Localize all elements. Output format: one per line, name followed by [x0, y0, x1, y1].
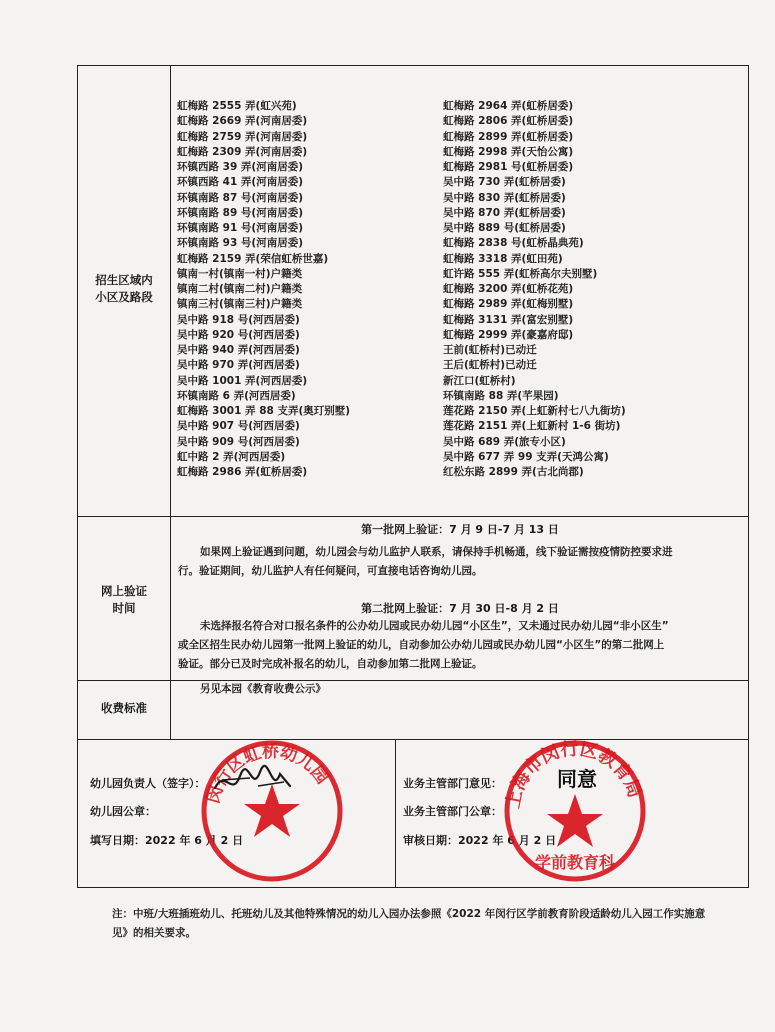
paragraph-line: 验证。部分已及时完成补报名的幼儿，自动参加第二批网上验证。	[178, 658, 483, 670]
address-item: 环镇南路 87 号(河南居委)	[177, 191, 304, 204]
address-item: 虹梅路 3318 弄(虹田苑)	[443, 252, 563, 265]
fees-text: 另见本园《教育收费公示》	[200, 683, 326, 695]
education-bureau-seal-stamp	[495, 736, 655, 886]
address-item: 吴中路 918 号(河西居委)	[177, 313, 300, 326]
address-item: 虹梅路 2998 弄(天怡公寓)	[443, 145, 574, 158]
address-item: 吴中路 730 弄(虹桥居委)	[443, 176, 566, 189]
address-item: 吴中路 830 弄(虹桥居委)	[443, 191, 566, 204]
address-item: 虹梅路 2309 弄(河南居委)	[177, 145, 308, 158]
fill-date-label: 填写日期：	[90, 834, 145, 847]
address-item: 吴中路 689 弄(旅专小区)	[443, 435, 566, 448]
address-item: 虹梅路 2555 弄(虹兴苑)	[177, 100, 297, 112]
paragraph-line: 行。验证期间，幼儿监护人有任何疑问，可直接电话咨询幼儿园。	[178, 565, 483, 577]
address-item: 环镇南路 93 号(河南居委)	[177, 237, 304, 250]
address-item: 虹中路 2 弄(河西居委)	[177, 450, 286, 463]
address-item: 虹梅路 2964 弄(虹桥居委)	[443, 100, 574, 112]
address-item: 吴中路 677 弄 99 支弄(天鸿公寓)	[443, 450, 609, 463]
address-list-left	[177, 99, 350, 480]
address-item: 虹梅路 2999 弄(豪嘉府邸)	[443, 328, 574, 341]
address-item: 莲花路 2151 弄(上虹新村 1-6 街坊)	[443, 420, 621, 433]
address-item: 环镇南路 6 弄(河西居委)	[177, 389, 296, 402]
address-item: 吴中路 909 号(河西居委)	[177, 435, 300, 448]
address-item: 虹梅路 2981 号(虹桥居委)	[443, 161, 574, 173]
address-item: 镇南三村(镇南三村)户籍类	[177, 298, 303, 311]
address-item: 虹梅路 2989 弄(虹梅别墅)	[443, 298, 574, 311]
address-item: 虹梅路 2899 弄(虹桥居委)	[443, 130, 574, 143]
paragraph-line: 或全区招生民办幼儿园第一批网上验证的幼儿，自动参加公办幼儿园或民办幼儿园“小区生”的第二批网上	[178, 639, 665, 651]
stamp-subtext: 学前教育科	[534, 853, 616, 872]
batch1-paragraph	[178, 543, 744, 581]
batch1-title: 第一批网上验证：7 月 9 日-7 月 13 日	[361, 523, 559, 536]
address-item: 红松东路 2899 弄(古北尚郡)	[443, 466, 584, 478]
label-line: 小区及路段	[95, 290, 153, 304]
row-divider	[77, 516, 749, 517]
address-item: 环镇西路 39 弄(河南居委)	[177, 161, 304, 173]
address-item: 吴中路 889 号(虹桥居委)	[443, 222, 566, 234]
address-item: 虹梅路 3131 弄(富宏别墅)	[443, 313, 574, 326]
address-item: 王前(虹桥村)已动迁	[443, 344, 537, 356]
address-list-right	[443, 99, 626, 480]
footnote: 注：中班/大班插班幼儿、托班幼儿及其他特殊情况的幼儿入园办法参照《2022 年闵行区学前教育阶段适龄幼儿入园工作实施意见》的相关要求。	[112, 908, 706, 939]
stamp-text: 闵行区虹桥幼儿园	[203, 741, 333, 806]
handwritten-signature	[210, 758, 295, 803]
address-item: 王后(虹桥村)已动迁	[443, 359, 537, 372]
address-item: 虹梅路 2986 弄(虹桥居委)	[177, 466, 308, 478]
paragraph-line: 未选择报名符合对口报名条件的公办幼儿园或民办幼儿园“小区生”，又未通过民办幼儿园“非小区生”	[200, 620, 669, 632]
address-item: 虹梅路 2759 弄(河南居委)	[177, 130, 308, 143]
batch2-paragraph	[178, 617, 744, 674]
address-item: 环镇南路 91 号(河南居委)	[177, 222, 304, 234]
address-item: 环镇南路 89 号(河南居委)	[177, 206, 304, 219]
address-item: 环镇西路 41 弄(河南居委)	[177, 176, 304, 189]
address-item: 新江口(虹桥村)	[443, 374, 516, 387]
address-item: 镇南一村(镇南一村)户籍类	[177, 267, 303, 280]
address-item: 吴中路 1001 弄(河西居委)	[177, 374, 308, 387]
address-item: 虹梅路 2838 号(虹桥晶典苑)	[443, 237, 584, 250]
kindergarten-seal-label: 幼儿园公章：	[90, 805, 156, 818]
label-line: 时间	[112, 601, 136, 615]
dept-opinion-label: 业务主管部门意见：	[403, 777, 502, 790]
address-item: 吴中路 870 弄(虹桥居委)	[443, 206, 566, 219]
address-item: 镇南二村(镇南二村)户籍类	[177, 283, 303, 295]
address-item: 虹梅路 2669 弄(河南居委)	[177, 115, 308, 128]
address-item: 吴中路 920 号(河西居委)	[177, 328, 300, 341]
dept-seal-label: 业务主管部门公章：	[403, 805, 502, 818]
paragraph-line: 如果网上验证遇到问题，幼儿园会与幼儿监护人联系，请保持手机畅通，线下验证需按疫情防控要求进	[200, 546, 673, 558]
label-column-divider	[170, 65, 171, 739]
address-item: 虹梅路 3001 弄 88 支弄(奥玎别墅)	[177, 405, 351, 417]
approval-handwriting: 同意	[557, 767, 597, 791]
address-item: 吴中路 970 弄(河西居委)	[177, 359, 300, 372]
address-item: 环镇南路 88 弄(芊果园)	[443, 389, 559, 402]
fill-date-value: 2022 年 6 月 2 日	[145, 834, 244, 847]
address-item: 虹梅路 3200 弄(虹桥花苑)	[443, 283, 574, 295]
address-item: 吴中路 907 号(河西居委)	[177, 420, 300, 433]
address-item: 虹梅路 2159 弄(荣信虹桥世嘉)	[177, 252, 329, 265]
label-line: 招生区域内	[95, 273, 153, 287]
verification-time-label	[80, 583, 168, 617]
signature-divider	[395, 739, 396, 888]
stamp-text: 上海市闵行区教育局	[502, 738, 646, 811]
address-item: 莲花路 2150 弄(上虹新村七八九街坊)	[443, 405, 626, 417]
review-date-value: 2022 年 6 月 2 日	[458, 834, 557, 847]
fees-label: 收费标准	[101, 701, 147, 715]
label-line: 网上验证	[101, 584, 147, 598]
address-item: 虹梅路 2806 弄(虹桥居委)	[443, 115, 574, 128]
review-date-label: 审核日期：	[403, 834, 458, 847]
batch2-title: 第二批网上验证：7 月 30 日-8 月 2 日	[361, 602, 559, 615]
address-item: 虹许路 555 弄(虹桥高尔夫别墅)	[443, 267, 598, 280]
address-item: 吴中路 940 弄(河西居委)	[177, 344, 300, 356]
principal-signature-label: 幼儿园负责人（签字）：	[90, 777, 206, 790]
enrollment-area-label	[80, 272, 168, 306]
